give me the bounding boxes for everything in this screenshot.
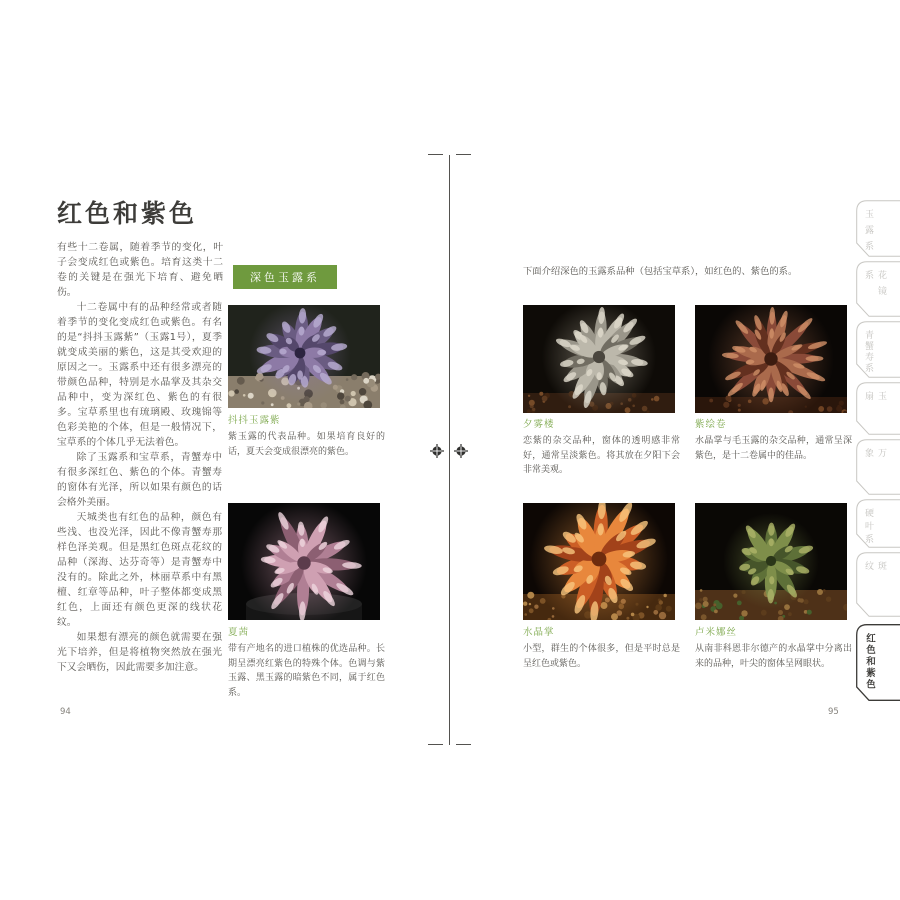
fold-mark — [428, 154, 443, 155]
figure-description: 小型，群生的个体很多，但是平时总是呈红色或紫色。 — [523, 644, 680, 669]
figure-name: 水晶掌 — [523, 627, 555, 638]
photo-lumina — [695, 503, 847, 620]
page-number-right: 95 — [828, 707, 839, 717]
figure-caption — [523, 624, 680, 671]
figure-name: 夏茜 — [228, 627, 250, 638]
figure-name: 夕雾楼 — [523, 419, 555, 430]
side-tab-label: 斑纹 — [863, 561, 886, 598]
side-tab-huajing — [856, 261, 900, 317]
page-number-left: 94 — [60, 707, 71, 717]
figure-name: 紫绘卷 — [695, 419, 727, 430]
figure-caption — [695, 416, 852, 463]
page-title: 红色和紫色 — [57, 199, 198, 228]
photo-xiwulou — [523, 305, 675, 413]
section-badge: 深色玉露系 — [233, 265, 337, 289]
figure-name: 抖抖玉露紫 — [228, 415, 281, 426]
figure-name: 卢米娜丝 — [695, 627, 738, 638]
side-tab-label: 玉露系 — [863, 209, 873, 257]
body-paragraph: 天城类也有红色的品种，颜色有些浅、也没光泽，因此不像青蟹寿那样色泽美观。但是黑红色斑点花纹的品种（深海、达芬奇等）是青蟹寿中没有的。除此之外，林丽草系中有黑檀、红章等品种，叶子整体都变成黑红色，上面还有颜色更深的线状花纹。 — [57, 512, 222, 628]
side-tab-red-purple-active — [856, 624, 900, 701]
side-tab-yushan — [856, 382, 900, 435]
gutter-line — [449, 155, 450, 745]
side-tab-yulu — [856, 200, 900, 257]
figure-description: 恋紫的杂交品种，窗体的透明感非常好，通常呈淡紫色。将其放在夕阳下会非常美观。 — [523, 436, 680, 475]
side-tab-label: 玉扇 — [863, 391, 886, 422]
side-tab-wanxiang — [856, 439, 900, 495]
page-note: 下面介绍深色的玉露系品种（包括宝草系），如红色的、紫色的系。 — [523, 266, 798, 277]
body-paragraph: 除了玉露系和宝草系，青蟹寿中有很多深红色、紫色的个体。青蟹寿的窗体有光泽，所以如果有颜色的话会格外美丽。 — [57, 452, 222, 508]
side-tab-label: 青蟹寿系 — [863, 330, 873, 374]
registration-mark-icon — [453, 443, 469, 459]
photo-doudou-yulu-purple — [228, 305, 380, 408]
figure-description: 带有产地名的进口植株的优选品种。长期呈漂亮红紫色的特殊个体。色调与紫玉露、黑玉露的暗紫色不同，属于红色系。 — [228, 644, 385, 698]
figure-caption — [523, 416, 680, 478]
fold-mark — [456, 744, 471, 745]
photo-shuijingzhang — [523, 503, 675, 620]
figure-description: 水晶掌与毛玉露的杂交品种，通常呈深紫色，是十二卷属中的佳品。 — [695, 436, 852, 461]
registration-mark-icon — [429, 443, 445, 459]
side-tab-label: 花镜系 — [863, 270, 886, 302]
body-paragraph: 如果想有漂亮的颜色就需要在强光下培养，但是将植物突然放在强光下又会晒伤，因此需要多加注意。 — [57, 632, 222, 673]
figure-description: 从南非科恩非尔德产的水晶掌中分离出来的品种，叶尖的窗体呈网眼状。 — [695, 644, 852, 669]
side-tab-label: 硬叶系 — [863, 508, 873, 547]
photo-zihuijuan — [695, 305, 847, 413]
fold-mark — [456, 154, 471, 155]
figure-caption — [695, 624, 852, 671]
body-text-column — [57, 300, 222, 675]
fold-mark — [428, 744, 443, 745]
figure-caption — [228, 624, 385, 700]
photo-xiaqian — [228, 503, 380, 620]
side-tab-qingxieshou — [856, 321, 900, 378]
side-tab-banwen — [856, 552, 900, 617]
side-tab-label: 红色和紫色 — [864, 633, 875, 691]
body-paragraph: 十二卷属中有的品种经常或者随着季节的变化变成红色或紫色。有名的是“抖抖玉露紫”（玉露1号），夏季就变成美丽的紫色，这是其受欢迎的原因之一。玉露系中还有很多漂亮的带颜色品种，特别是水晶掌及其杂交品种中，变为深红色、紫色的有很多。宝草系里也有琉璃殿、玫瑰锦等色彩美艳的个体，但是一般情况下，宝草系的个体几乎无法着色。 — [57, 302, 222, 448]
intro-text: 有些十二卷属，随着季节的变化，叶子会变成红色或紫色。培育这类十二卷的关键是在强光下培育、避免晒伤。 — [57, 242, 223, 298]
side-tab-yingye — [856, 499, 900, 548]
figure-description: 紫玉露的代表品种。如果培育良好的话，夏天会变成很漂亮的紫色。 — [228, 432, 385, 457]
figure-caption — [228, 412, 385, 459]
side-tab-label: 万象 — [863, 448, 886, 479]
